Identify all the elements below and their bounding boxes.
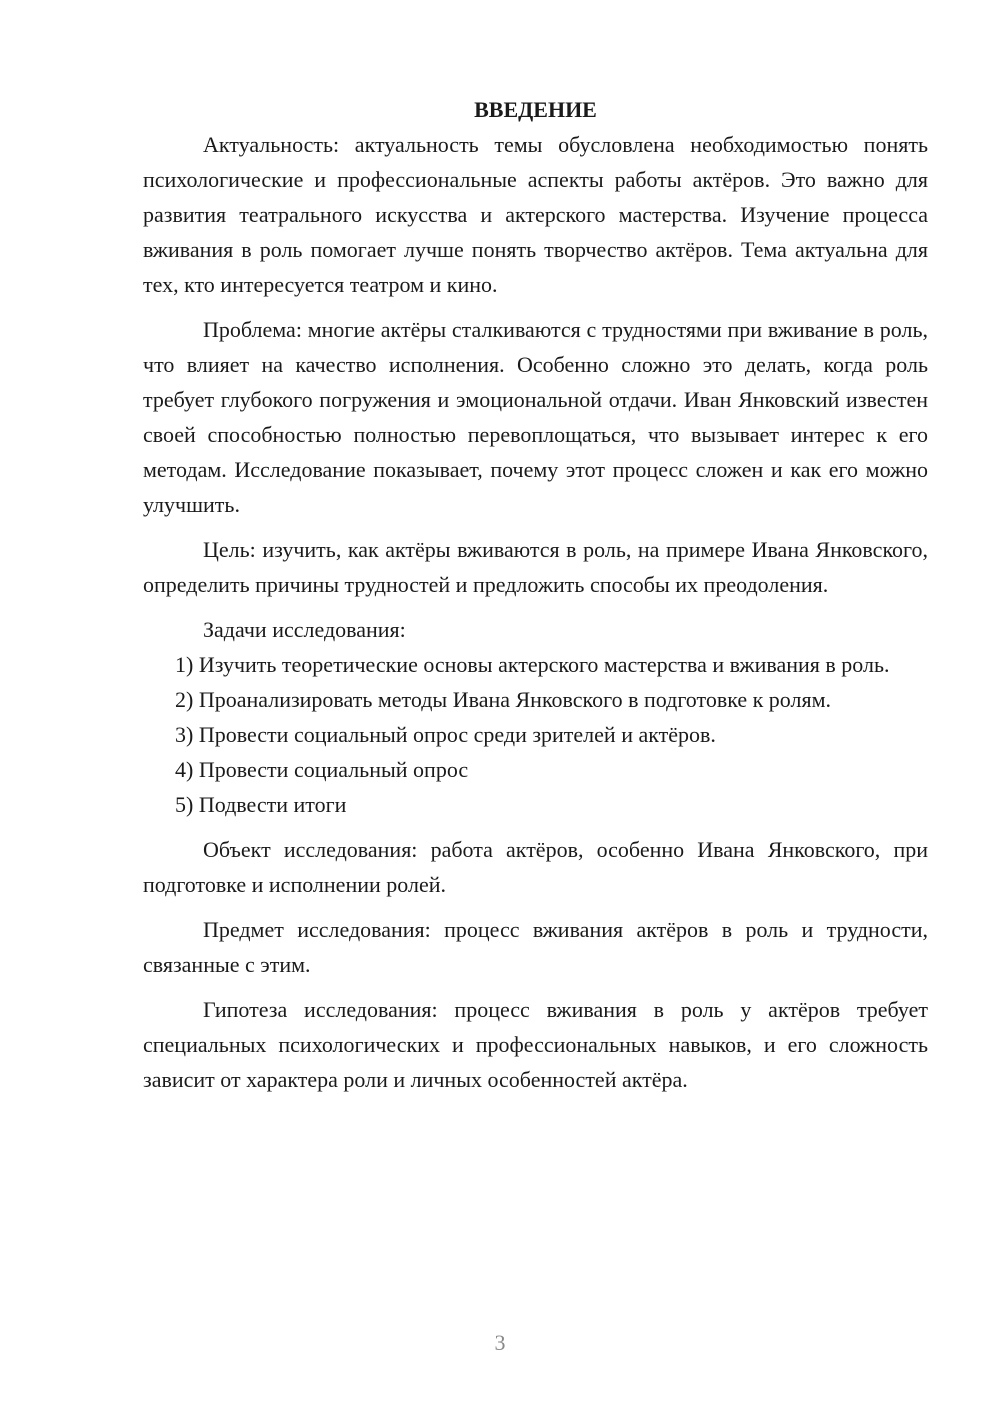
- paragraph-relevance: Актуальность: актуальность темы обусловлена необходимостью понять психологические и профессиональные аспекты работы актёров. Это важно для развития театрального искусства и актерского мастерства. Изучение процесса вживания в роль помогает лучше понять творчество актёров. Тема актуальна для тех, кто интересуется театром и кино.: [143, 132, 928, 297]
- paragraph-problem: Проблема: многие актёры сталкиваются с трудностями при вживание в роль, что влияет на качество исполнения. Особенно сложно это делать, когда роль требует глубокого погружения и эмоциональной отдачи. Иван Янковский известен своей способностью полностью перевоплощаться, что вызывает интерес к его методам. Исследование показывает, почему этот процесс сложен и как его можно улучшить.: [143, 317, 928, 517]
- page-number: 3: [494, 1330, 506, 1355]
- task-item-5: 5) Подвести итоги: [175, 792, 347, 817]
- task-item-4: 4) Провести социальный опрос: [175, 757, 469, 782]
- task-item-1: 1) Изучить теоретические основы актерского мастерства и вживания в роль.: [175, 652, 890, 677]
- paragraph-object: Объект исследования: работа актёров, особенно Ивана Янковского, при подготовке и исполнении ролей.: [143, 837, 928, 897]
- section-title: ВВЕДЕНИЕ: [474, 97, 597, 122]
- document-page: [143, 92, 928, 1097]
- paragraph-goal: Цель: изучить, как актёры вживаются в роль, на примере Ивана Янковского, определить причины трудностей и предложить способы их преодоления.: [143, 537, 928, 597]
- task-item-2: 2) Проанализировать методы Ивана Янковского в подготовке к ролям.: [175, 687, 832, 712]
- tasks-heading: Задачи исследования:: [203, 617, 406, 642]
- paragraph-hypothesis: Гипотеза исследования: процесс вживания в роль у актёров требует специальных психологических и профессиональных навыков, и его сложность зависит от характера роли и личных особенностей актёра.: [143, 997, 928, 1092]
- task-item-3: 3) Провести социальный опрос среди зрителей и актёров.: [175, 722, 716, 747]
- paragraph-subject: Предмет исследования: процесс вживания актёров в роль и трудности, связанные с этим.: [143, 917, 928, 977]
